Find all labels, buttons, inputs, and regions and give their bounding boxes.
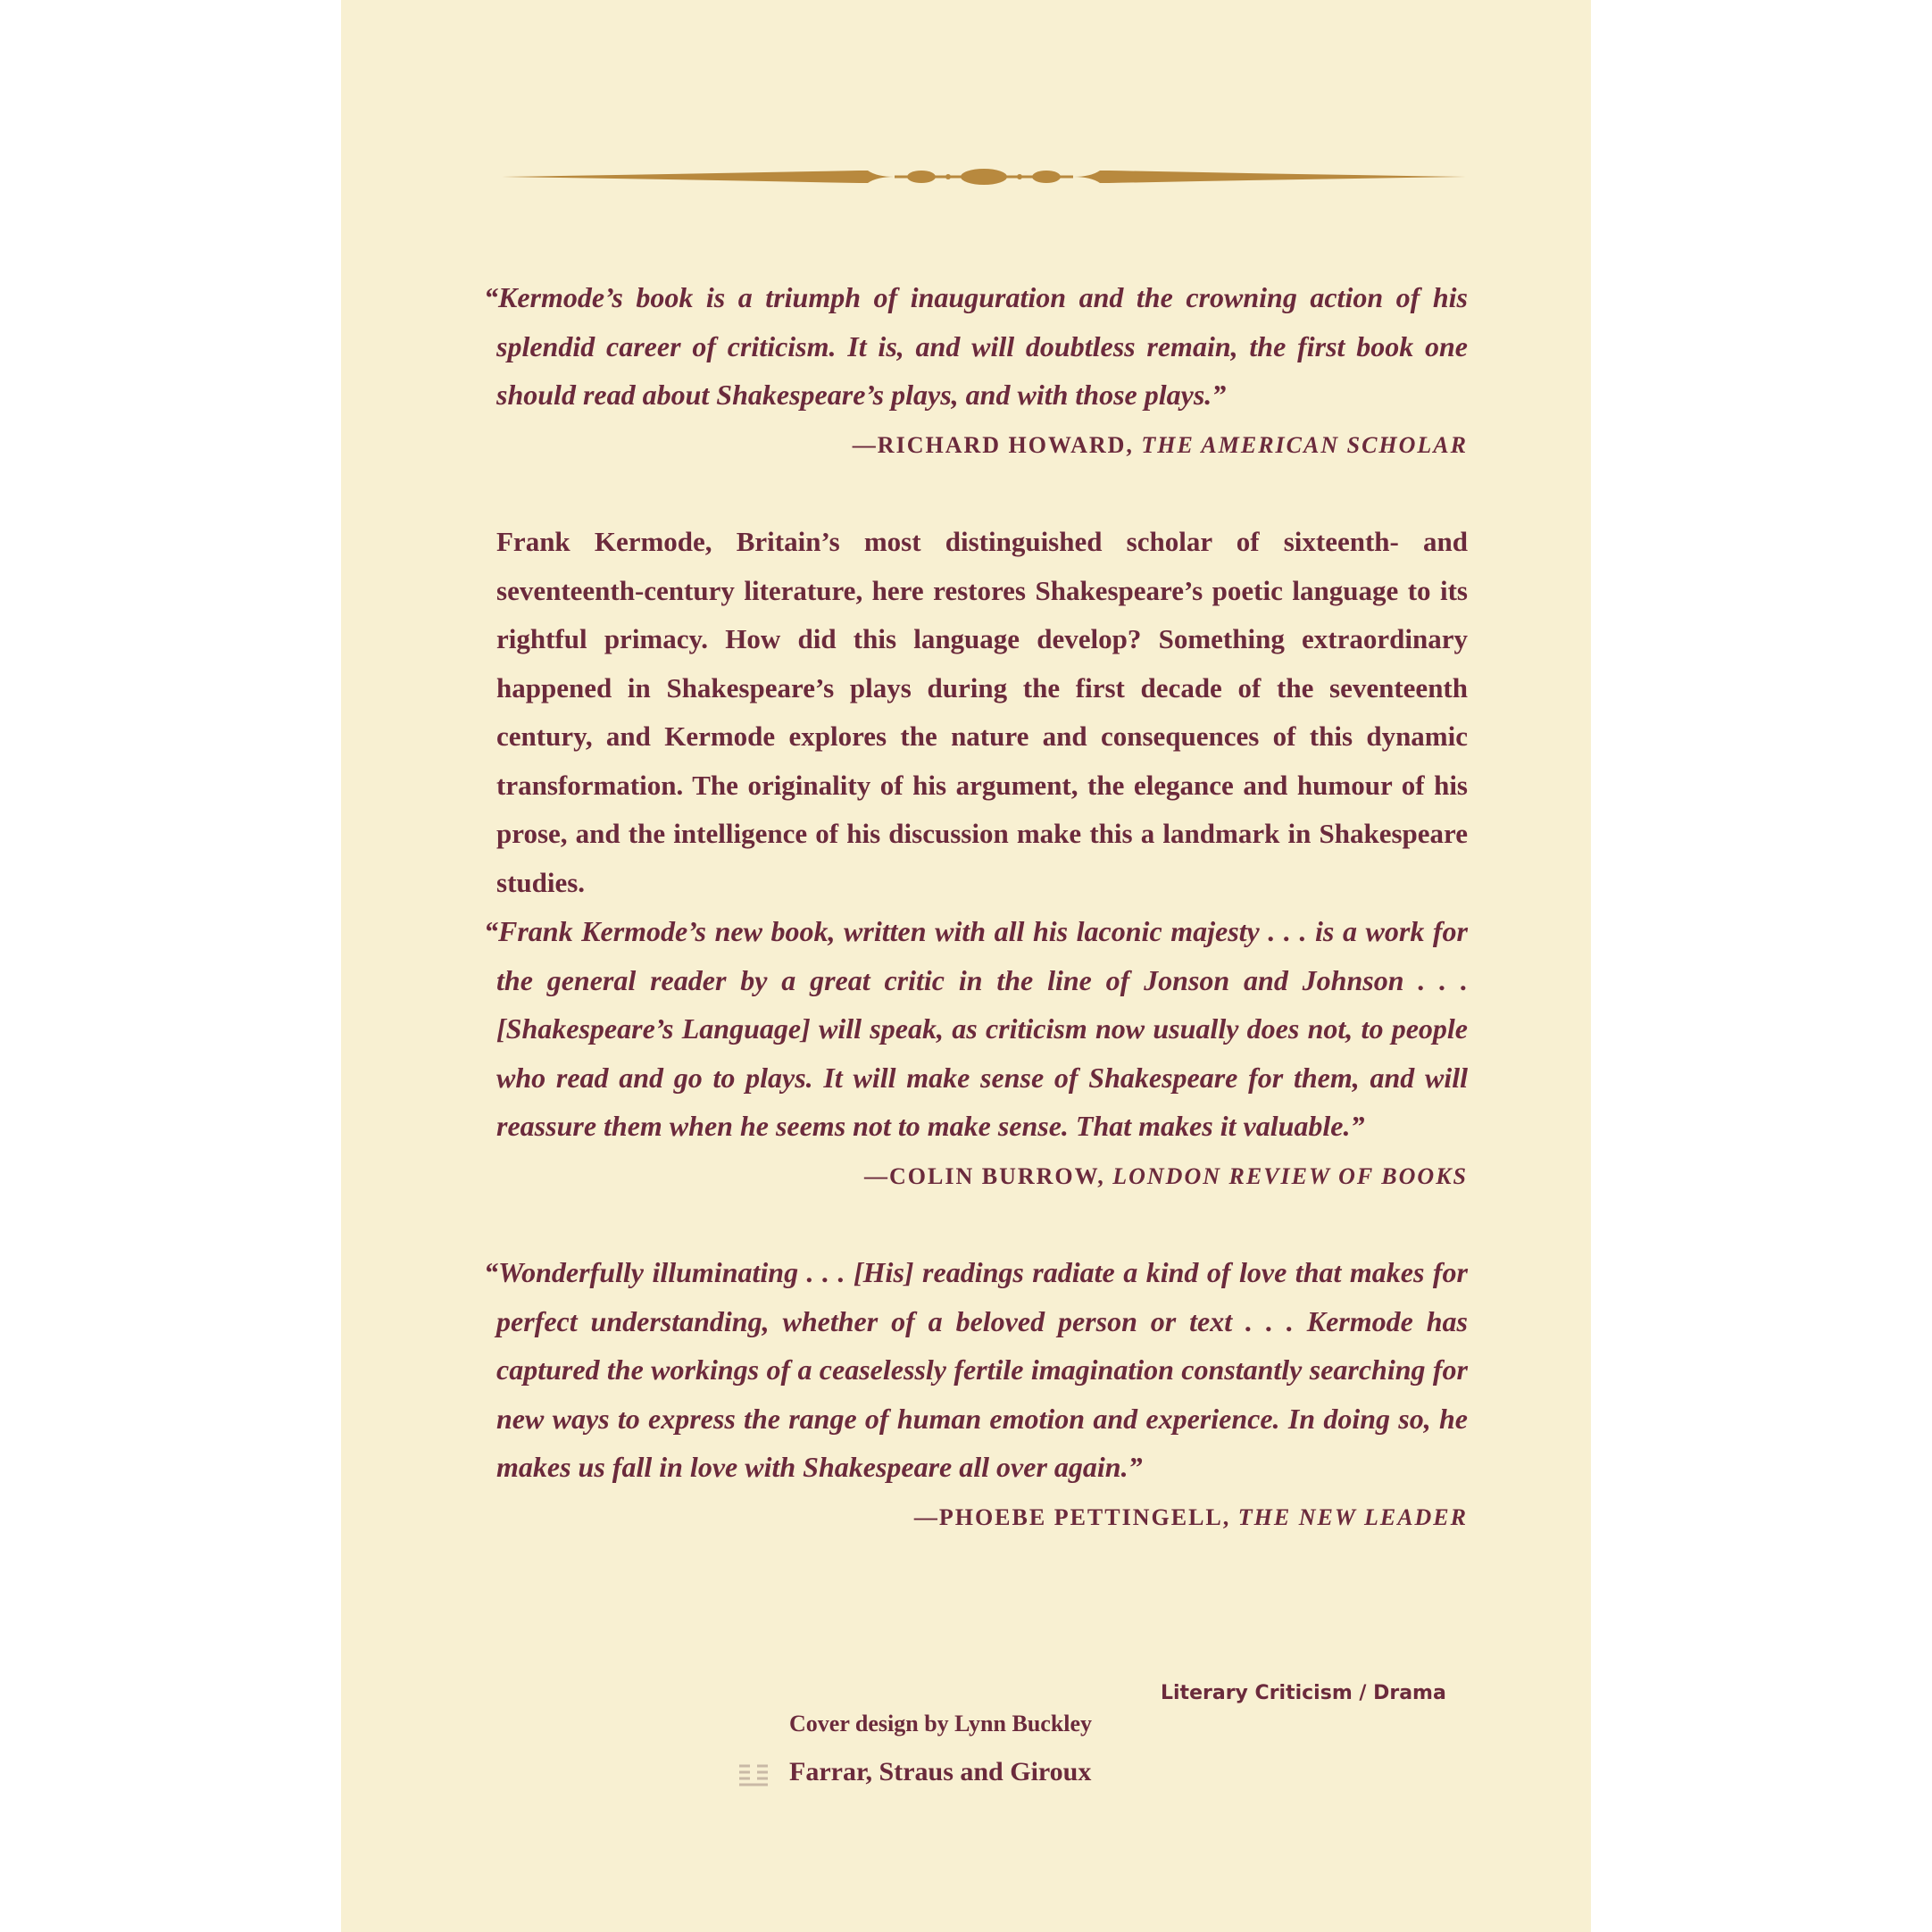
review-quote-3 xyxy=(484,1248,1468,1542)
quote-attribution xyxy=(484,1494,1468,1542)
quote-text: “Frank Kermode’s new book, written with all his laconic majesty . . . is a work for the general reader by a great critic in the line of Jonson and Johnson . . . [Shakespeare’s Language] will speak, as criticism now usually does not, to people who read and go to plays. It will make sense of Shakespeare for them, and will reassure them when he seems not to make sense. That makes it valuable.” xyxy=(484,915,1468,1142)
publisher-logo-icon xyxy=(736,1761,771,1789)
book-description xyxy=(484,518,1468,907)
quote-author: —COLIN BURROW, xyxy=(864,1162,1113,1189)
category-label: Literary Criticism / Drama xyxy=(1161,1682,1446,1704)
quote-attribution xyxy=(484,1153,1468,1201)
quote-text: “Kermode’s book is a triumph of inauguration and the crowning action of his splendid career of criticism. It is, and will doubtless remain, the first book one should read about Shakespeare’s plays, and with those plays.” xyxy=(484,281,1468,411)
review-quote-1 xyxy=(484,273,1468,470)
quote-publication: THE NEW LEADER xyxy=(1237,1503,1468,1530)
ornament-divider-icon xyxy=(502,159,1466,195)
cover-design-credit: Cover design by Lynn Buckley xyxy=(789,1711,1093,1736)
back-cover xyxy=(341,0,1591,1932)
description-text: Frank Kermode, Britain’s most distinguished scholar of sixteenth- and seventeenth-century literature, here restores Shakespeare’s poetic language to its rightful primacy. How did this language develop? Something extraordinary happened in Shakespeare’s plays during the first decade of the seventeenth century, and Kermode explores the nature and consequences of this dynamic transformation. The originality of his argument, the elegance and humour of his prose, and the intelligence of his discussion make this a landmark in Shakespeare studies. xyxy=(496,526,1468,898)
quote-publication: THE AMERICAN SCHOLAR xyxy=(1141,431,1468,458)
quote-author: —RICHARD HOWARD, xyxy=(852,431,1142,458)
review-quote-2 xyxy=(484,907,1468,1201)
quote-text: “Wonderfully illuminating . . . [His] readings radiate a kind of love that makes for perfect understanding, whether of a beloved person or text . . . Kermode has captured the workings of a ceaselessly fertile imagination constantly searching for new ways to express the range of human emotion and experience. In doing so, he makes us fall in love with Shakespeare all over again.” xyxy=(484,1256,1468,1483)
quote-publication: LONDON REVIEW OF BOOKS xyxy=(1112,1162,1468,1189)
publisher-name: Farrar, Straus and Giroux xyxy=(789,1757,1092,1786)
quote-author: —PHOEBE PETTINGELL, xyxy=(913,1503,1238,1530)
quote-attribution xyxy=(484,421,1468,470)
